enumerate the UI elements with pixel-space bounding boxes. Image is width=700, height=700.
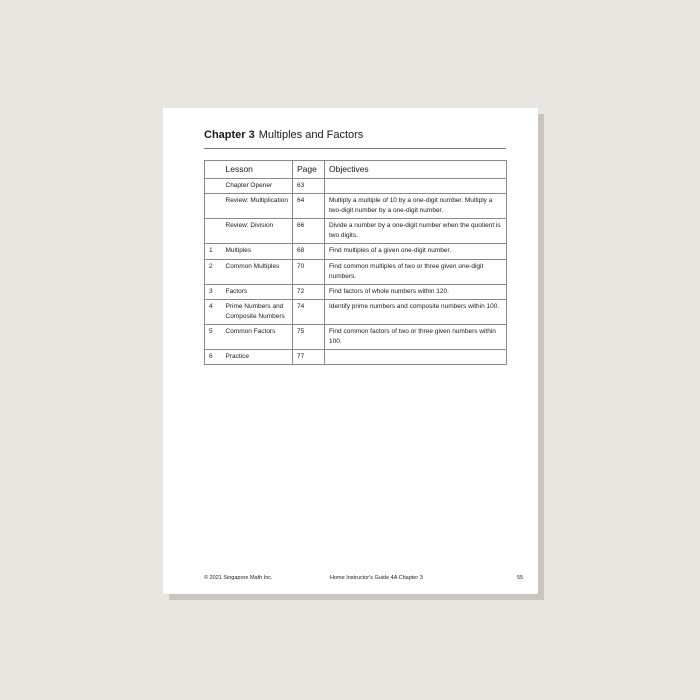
table-row [205,219,507,244]
lesson-number [205,219,222,244]
lesson-objectives: Multiply a multiple of 10 by a one-digit number. Multiply a two-digit number by a one-digit number. [325,194,507,219]
document-page [163,108,538,594]
lesson-page: 75 [293,324,325,349]
lesson-number: 3 [205,284,222,299]
lesson-name: Factors [222,284,293,299]
lesson-page: 66 [293,219,325,244]
lesson-objectives: Divide a number by a one-digit number when the quotient is two digits. [325,219,507,244]
footer-book-title: Home Instructor's Guide 4A Chapter 3 [330,575,423,581]
lesson-number: 1 [205,244,222,259]
footer-copyright: © 2021 Singapore Math Inc. [204,575,273,581]
lesson-number: 5 [205,324,222,349]
lesson-name: Multiples [222,244,293,259]
lesson-name: Prime Numbers and Composite Numbers [222,299,293,324]
lesson-number [205,194,222,219]
lesson-page: 74 [293,299,325,324]
lesson-objectives: Find factors of whole numbers within 120. [325,284,507,299]
table-row [205,299,507,324]
lesson-objectives: Find common multiples of two or three given one-digit numbers. [325,259,507,284]
lesson-page: 63 [293,179,325,194]
table-row [205,244,507,259]
lesson-number: 2 [205,259,222,284]
column-header-page: Page [293,161,325,179]
lesson-number [205,179,222,194]
chapter-title: Multiples and Factors [258,129,364,141]
lesson-name: Practice [222,349,293,364]
column-header-objectives: Objectives [325,161,507,179]
lesson-objectives: Find multiples of a given one-digit number. [325,244,507,259]
heading-divider [204,148,506,149]
lesson-page: 77 [293,349,325,364]
lesson-objectives [325,349,507,364]
lesson-name: Common Factors [222,324,293,349]
lesson-name: Chapter Opener [222,179,293,194]
table-row [205,259,507,284]
chapter-number: Chapter 3 [204,129,255,141]
lesson-page: 70 [293,259,325,284]
table-row [205,324,507,349]
lesson-page: 64 [293,194,325,219]
lesson-objectives: Identify prime numbers and composite numbers within 100. [325,299,507,324]
lesson-page: 68 [293,244,325,259]
lesson-name: Review: Multiplication [222,194,293,219]
table-row [205,179,507,194]
table-row [205,349,507,364]
lesson-number: 6 [205,349,222,364]
chapter-heading [204,129,363,141]
lesson-page: 72 [293,284,325,299]
column-header-lesson: Lesson [222,161,293,179]
lesson-name: Review: Division [222,219,293,244]
lesson-objectives: Find common factors of two or three given numbers within 100. [325,324,507,349]
column-header-number [205,161,222,179]
lesson-number: 4 [205,299,222,324]
lesson-name: Common Multiples [222,259,293,284]
table-row [205,194,507,219]
lesson-objectives [325,179,507,194]
table-header-row [205,161,507,179]
lesson-table [204,160,507,365]
table-row [205,284,507,299]
footer-page-number: 55 [517,575,524,581]
